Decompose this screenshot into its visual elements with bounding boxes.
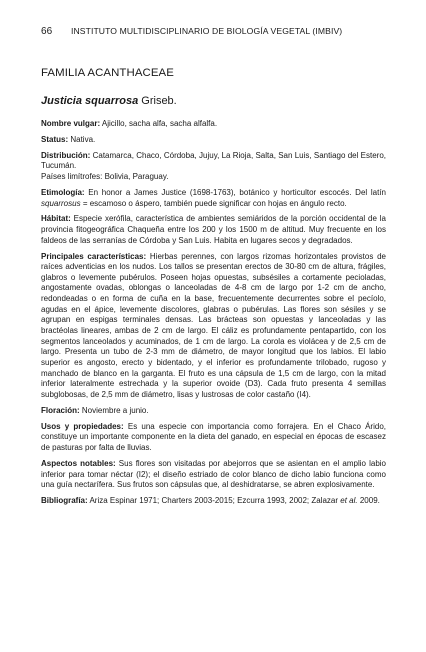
flowering-label: Floración:	[41, 405, 80, 415]
uses-text: Es una especie con importancia como forrajera. En el Chaco Árido, constituye un importante componente en la dieta del ganado, en especial en épocas de escasez de pasturas por falta de lluvias.	[41, 421, 386, 453]
common-name-label: Nombre vulgar:	[41, 119, 101, 128]
bibliography-text-end: 2009.	[359, 496, 380, 506]
status-text: Nativa.	[70, 134, 96, 144]
status-label: Status:	[41, 134, 69, 144]
distribution-text: Catamarca, Chaco, Córdoba, Jujuy, La Rioja, Salta, San Luis, Santiago del Estero, Tucumán.	[41, 150, 386, 171]
distribution-label: Distribución:	[41, 150, 91, 160]
species-name: Justicia squarrosa	[41, 95, 139, 107]
institute-name: INSTITUTO MULTIDISCIPLINARIO DE BIOLOGÍA VEGETAL (IMBIV)	[71, 26, 343, 36]
characteristics-text: Hierbas perennes, con largos rizomas horizontales provistos de raíces adventicias en los nudos. Los tallos se presentan erectos de 30-80 cm de altura, frágiles, glabros o levemente pubérulos. Poseen hojas opuestas, subsésiles a cortamente pecioladas, angostamente ovadas, oblongas o lanceoladas de 4-8 cm de largo por 1-2 cm de ancho, redondeadas o en forma de cuña en la base, frecuentemente decurrentes sobre el pecíolo, agudas en el ápice, levemente discolores, glabras o pubérulas. Las flores son sésiles y se agrupan en espigas terminales densas. Las brácteas son opuestas y lanceoladas y las bractéolas lineares, ambas de 2 cm de largo. El cáliz es profundamente pentapartido, con los segmentos lanceolados y acuminados, de 1 cm de largo. La corola es violácea y de 2,5 cm de largo. Presenta un tubo de 2-3 mm de diámetro, de mayor longitud que los labios. El labio superior es angosto, erecto y bidentado, y el inferior es profundamente trilobado, rugoso y manchado de blanco en la garganta. El fruto es una cápsula de 1,5 cm de largo, con la mitad inferior lateralmente estrechada y la superior ovoide (D3). Cada fruto presenta 4 semillas subglobosas, de 2,5 mm de diámetro, lisas y lustrosas de color castaño (I4).	[41, 251, 386, 400]
running-header	[41, 26, 401, 37]
species-heading	[41, 95, 177, 107]
neighbor-countries-text: Países limítrofes: Bolivia, Paraguay.	[41, 172, 169, 181]
etymology-text-start: En honor a James Justice (1698-1763), botánico y horticultor escocés. Del latín	[88, 187, 386, 197]
etymology-paragraph	[41, 188, 386, 209]
notable-aspects-text: Sus flores son visitadas por abejorros que se asientan en el amplio labio inferior para tomar néctar (I2); el diseño estriado de color blanco de dicho labio funciona como una guía nectarífera. Sus frutos son cápsulas que, al deshidratarse, se abren explosivamente.	[41, 458, 386, 490]
bibliography-text-start: Ariza Espinar 1971; Charters 2003-2015; Ezcurra 1993, 2002; Zalazar	[89, 496, 339, 506]
habitat-paragraph	[41, 214, 386, 246]
species-description	[41, 119, 386, 512]
habitat-label: Hábitat:	[41, 214, 71, 224]
common-name-paragraph	[41, 119, 386, 130]
page-number: 66	[41, 26, 53, 37]
flowering-paragraph	[41, 406, 386, 417]
etymology-latin-term: squarrosus	[41, 198, 81, 208]
notable-aspects-label: Aspectos notables:	[41, 458, 116, 468]
uses-label: Usos y propiedades:	[41, 421, 124, 431]
etymology-label: Etimología:	[41, 187, 85, 197]
common-name-text: Ajicillo, sacha alfa, sacha alfalfa.	[101, 119, 218, 128]
characteristics-paragraph	[41, 252, 386, 401]
species-author: Griseb.	[141, 95, 177, 107]
bibliography-paragraph	[41, 496, 386, 507]
family-title: FAMILIA ACANTHACEAE	[41, 67, 174, 79]
etymology-text-end: = escamoso o áspero, también puede significar con hojas en ángulo recto.	[82, 198, 347, 208]
flowering-text: Noviembre a junio.	[81, 405, 149, 415]
status-paragraph	[41, 135, 386, 146]
habitat-text: Especie xerófila, característica de ambientes semiáridos de la porción occidental de la provincia fitogeográfica Chaqueña entre los 200 y los 1500 m de altitud. Muy frecuente en los faldeos de las serranías de Córdoba y San Luis. Habita en lugares secos y degradados.	[41, 214, 386, 245]
uses-paragraph	[41, 422, 386, 454]
characteristics-label: Principales características:	[41, 251, 147, 261]
distribution-paragraph	[41, 151, 386, 183]
notable-aspects-paragraph	[41, 459, 386, 491]
bibliography-label: Bibliografía:	[41, 496, 88, 506]
bibliography-et-al: et al.	[340, 496, 358, 506]
